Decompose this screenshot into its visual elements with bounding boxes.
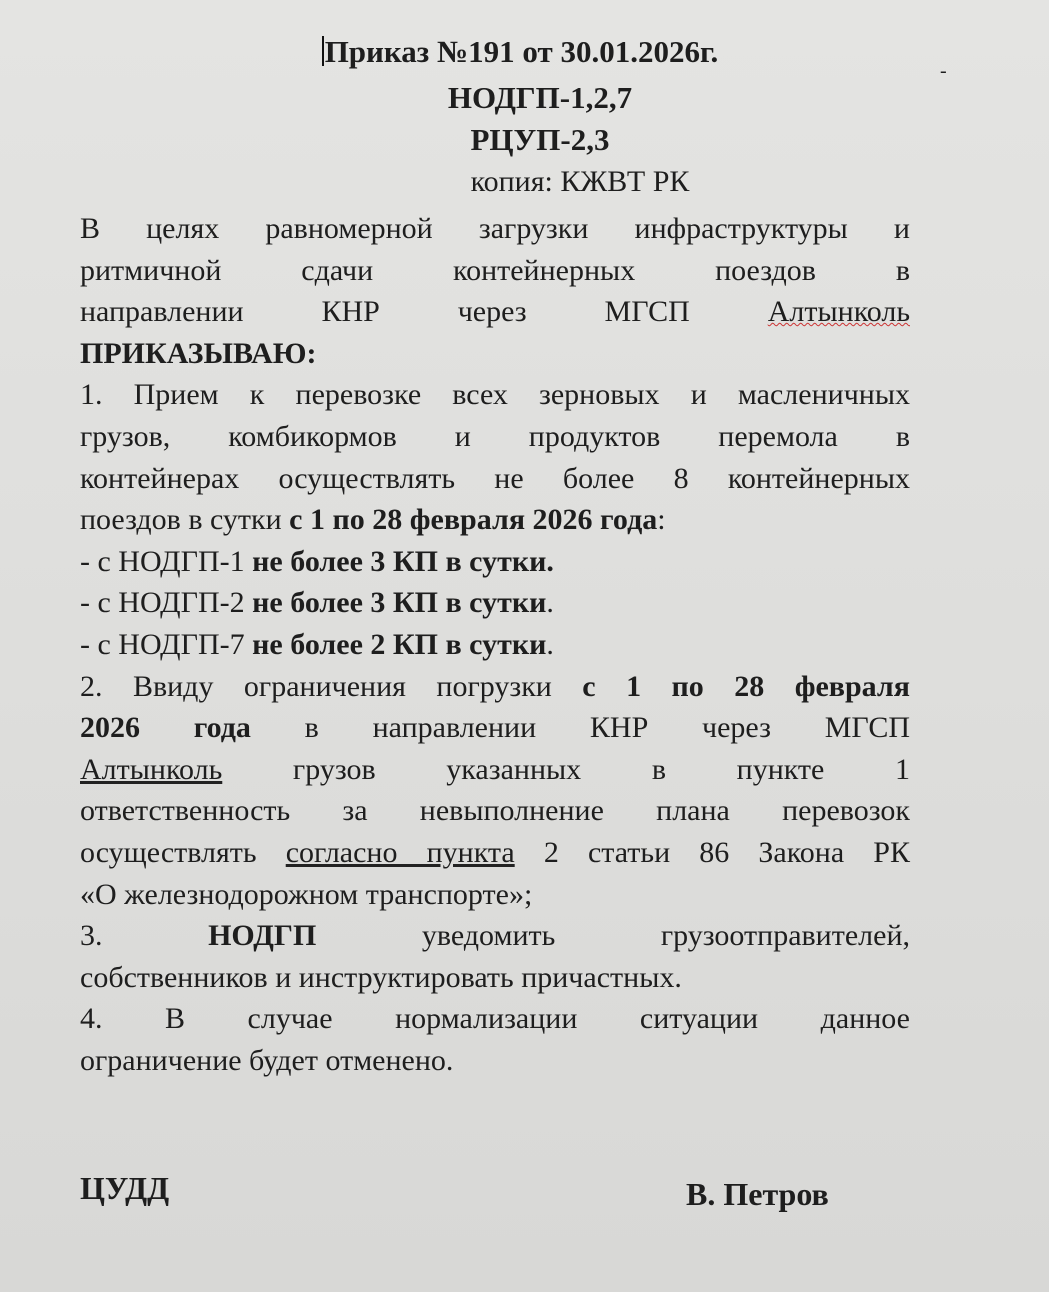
- item1-sub: - с НОДГП-1 не более 3 КП в сутки.: [80, 544, 554, 578]
- intro-line: В целях равномерной загрузки инфраструктуры и: [80, 212, 910, 245]
- item1-sub: - с НОДГП-2 не более 3 КП в сутки.: [80, 586, 554, 620]
- item3-line: собственников и инструктировать причастных.: [80, 960, 682, 994]
- item2-line: Алтынколь грузов указанных в пункте 1: [80, 752, 910, 786]
- order-word: ПРИКАЗЫВАЮ:: [80, 336, 317, 370]
- item2-line: «О железнодорожном транспорте»;: [80, 877, 533, 911]
- recipient-line-1: НОДГП-1,2,7: [447, 80, 633, 115]
- intro-line: ритмичной сдачи контейнерных поездов в: [80, 253, 910, 287]
- item2-line: 2026 года в направлении КНР через МГСП: [80, 711, 910, 745]
- item1-line: грузов, комбикормов и продуктов перемола в: [80, 419, 910, 453]
- signature-name: В. Петров: [686, 1176, 829, 1212]
- item4-line: ограничение будет отменено.: [80, 1043, 454, 1077]
- stray-mark: -: [940, 60, 947, 82]
- copy-line: копия: КЖВТ РК: [470, 165, 690, 198]
- text-cursor: [322, 36, 324, 66]
- order-body: [80, 208, 910, 1081]
- item1-sub: - с НОДГП-7 не более 2 КП в сутки.: [80, 627, 554, 661]
- item3-line: 3. НОДГП уведомить грузоотправителей,: [80, 919, 911, 953]
- item4-line: 4. В случае нормализации ситуации данное: [80, 1002, 910, 1036]
- item2-line: осуществлять согласно пункта 2 статьи 86 Закона РК: [80, 835, 910, 869]
- item1-line: контейнерах осуществлять не более 8 контейнерных: [80, 461, 910, 495]
- recipient-line-2: РЦУП-2,3: [470, 122, 610, 157]
- order-title: Приказ №191 от 30.01.2026г.: [20, 32, 1020, 72]
- item2-line: ответственность за невыполнение плана перевозок: [80, 794, 910, 828]
- item2-line: 2. Ввиду ограничения погрузки с 1 по 28 февраля: [80, 669, 910, 703]
- intro-line: направлении КНР через МГСП Алтынколь: [80, 295, 910, 329]
- signature-department: ЦУДД: [80, 1170, 170, 1206]
- item1-line: 1. Прием к перевозке всех зерновых и масленичных: [80, 378, 910, 412]
- item1-line: поездов в сутки с 1 по 28 февраля 2026 года:: [80, 503, 666, 537]
